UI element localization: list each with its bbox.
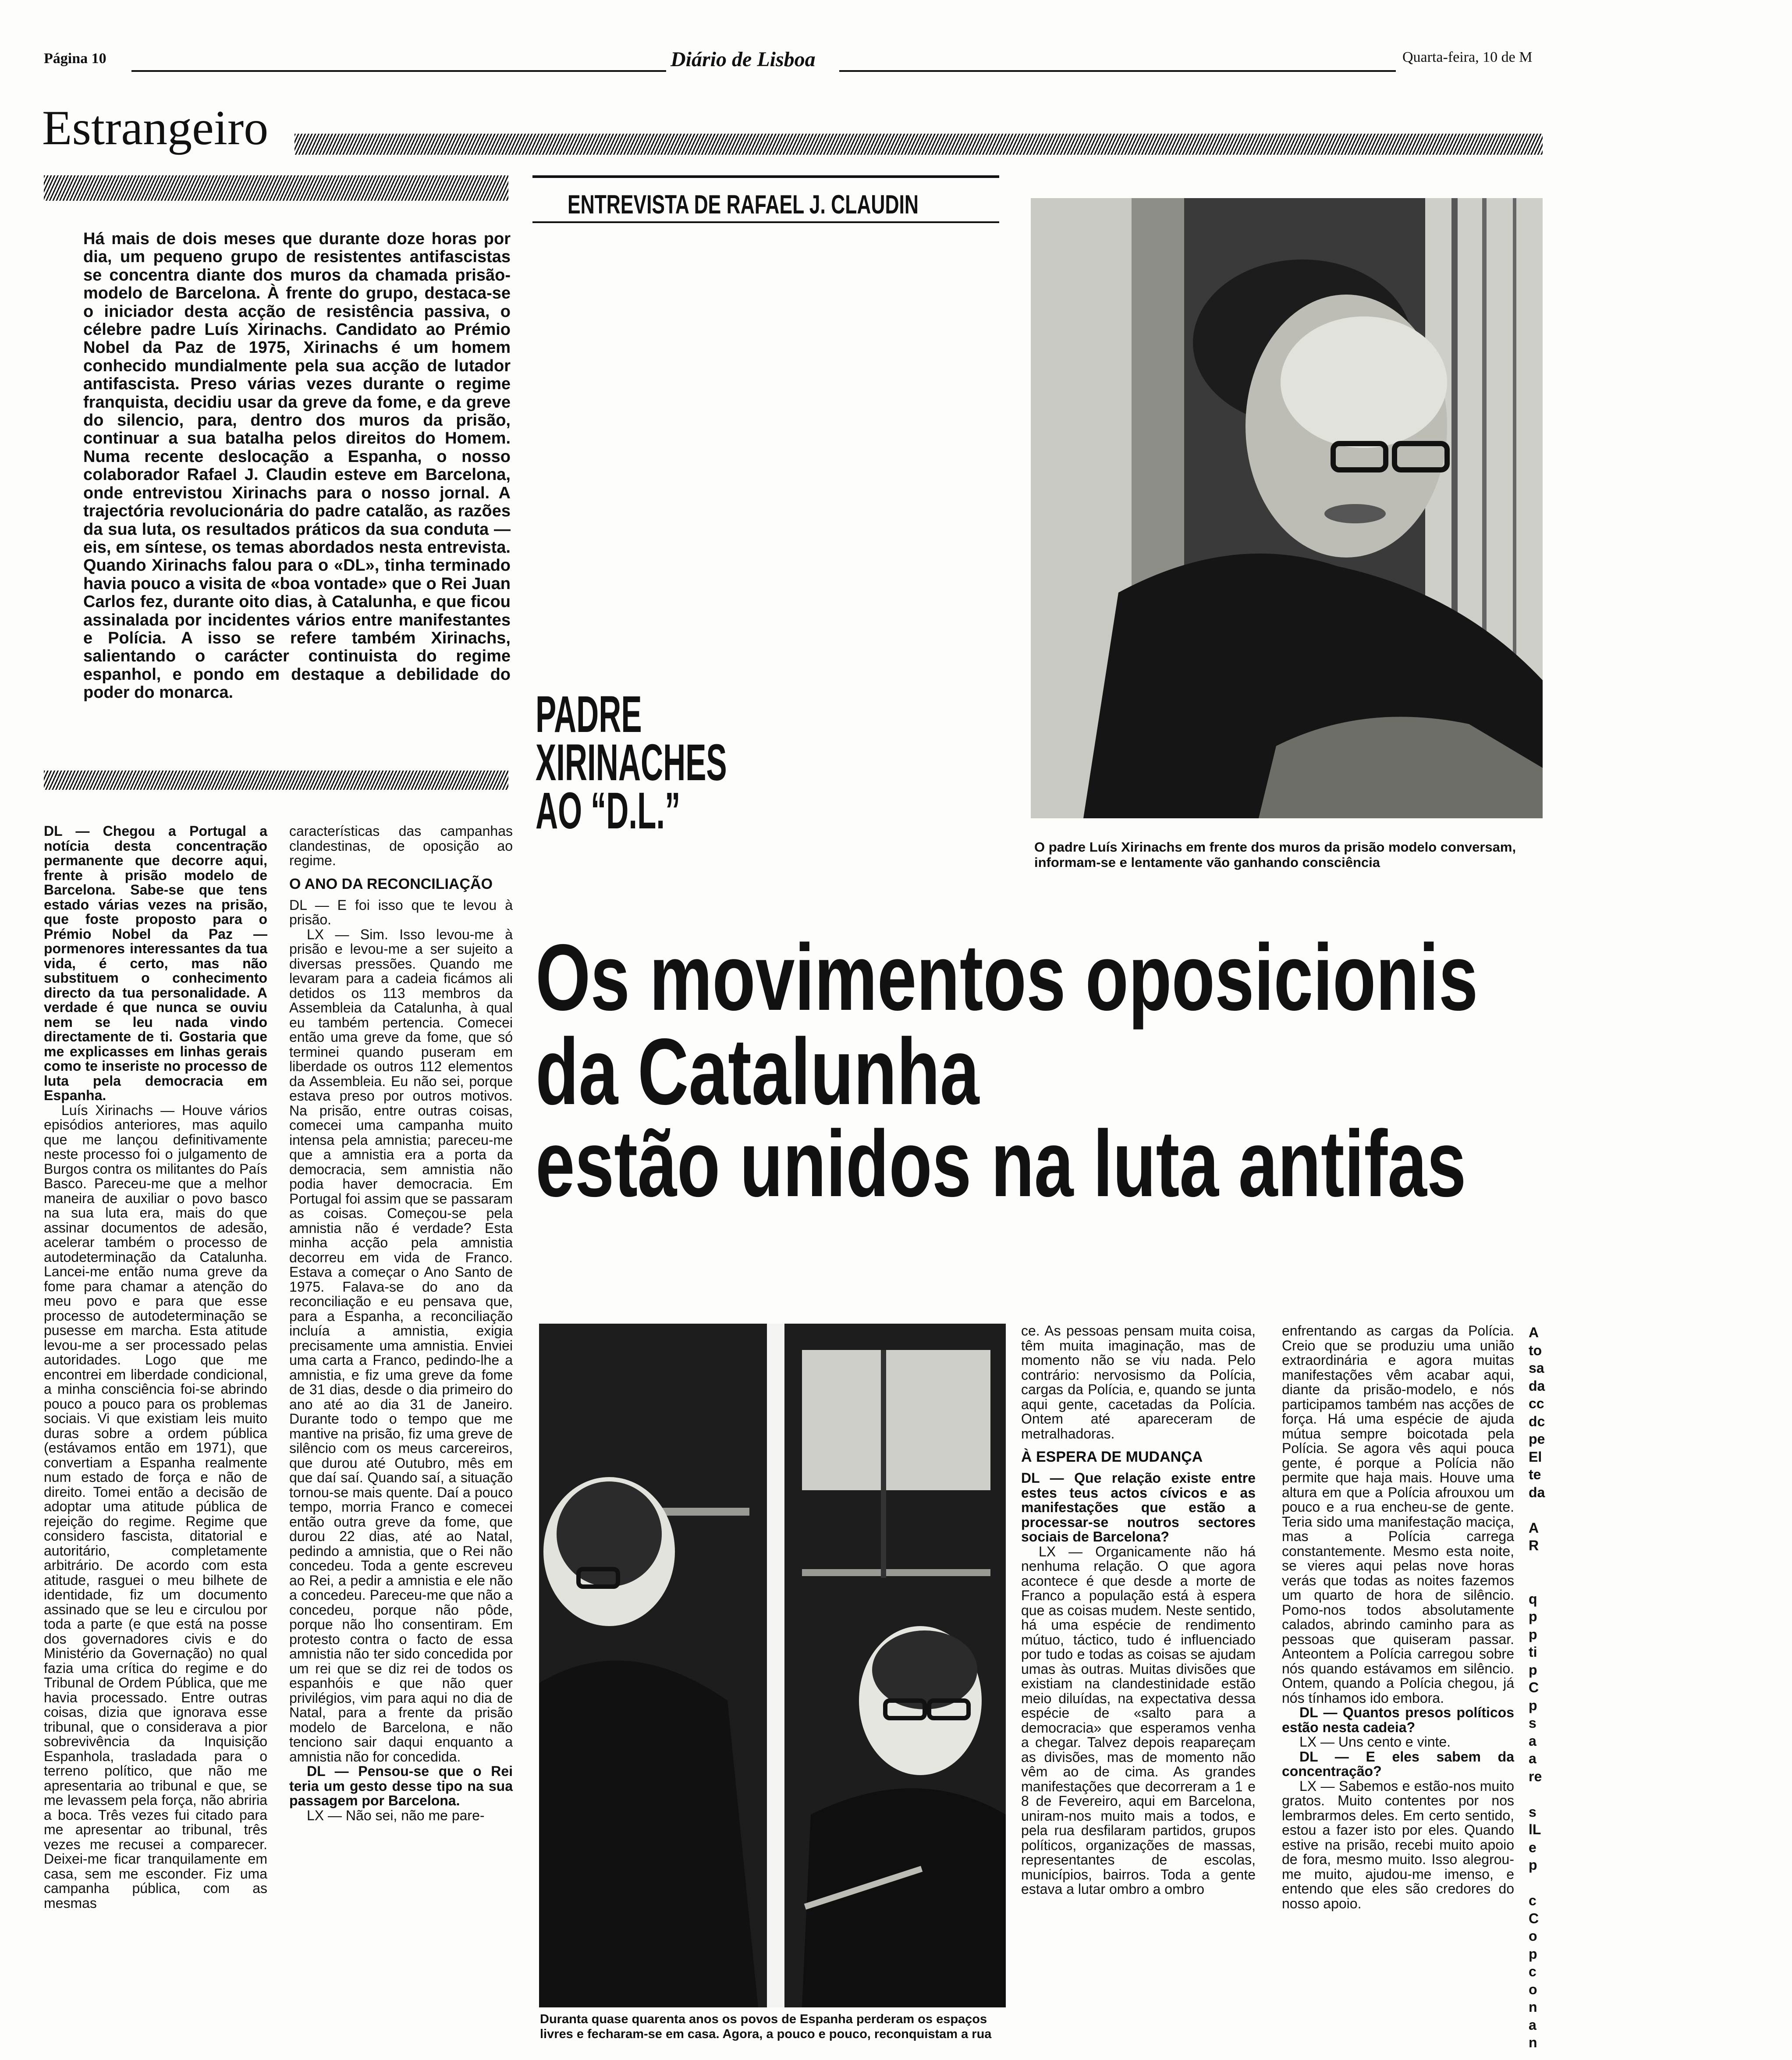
headline-line-2: da Catalunha [536, 1019, 979, 1124]
interview-answer: LX — Sim. Isso levou-me à prisão e levou-me a ser sujeito a diversas pressões. Quando me levaram para a cadeia ficámos ali detidos os 113 membros da Assembleia da Catalunha, à qual eu também pertencia. Comecei então uma greve da fome, que só terminei quando puseram em liberdade os outros 112 elementos da Assembleia. Eu não sei, porque estava preso por outros motivos. Na prisão, entre outras coisas, comecei uma campanha muito intensa pela amnistia; pareceu-me que a amnistia era a porta da democracia, sem amnistia não podia haver democracia. Em Portugal foi assim que se passaram as coisas. Começou-se pela amnistia não é verdade? Esta minha acção pela amnistia decorreu em vida de Franco. Estava a começar o Ano Santo de 1975. Falava-se do ano da reconciliação e eu pensava que, para a Espanha, a reconciliação incluía a amnistia, exigia precisamente uma amnistia. Enviei uma carta a Franco, pedindo-lhe a amnistia, e fiz uma greve da fome de 31 dias, desde o dia primeiro do ano até ao dia 31 de Janeiro. Durante todo o tempo que me mantive na prisão, fiz uma greve de silêncio com os meus carcereiros, que durou até Outubro, mês em que daí saí. Quando saí, a situação tornou-se mais quente. Daí a pouco tempo, morria Franco e comecei então outra greve da fome, que durou 22 dias, até ao Natal, pedindo a amnistia, que o Rei não concedeu. Toda a gente escreveu ao Rei, a pedir a amnistia e ele não a concedeu. Pareceu-me que não a concedeu, porque não pôde, porque não lho consentiram. Em protesto contra o facto de essa amnistia não ter sido concedida por um rei que se diz rei de todos os espanhóis e que não quer privilégios, vim para aqui no dia de Natal, para a frente da prisão modelo de Barcelona, e não tenciono sair daqui enquanto a amnistia não for concedida. [289, 926, 513, 1765]
interview-answer: ce. As pessoas pensam muita coisa, têm muita imaginação, mas de momento não se viu nada. Pelo contrário: nervosismo da Polícia, cargas da Polícia, e, quando se junta aqui gente, cacetadas da Polícia. Ontem até apareceram de metralhadoras. [1021, 1323, 1256, 1442]
article-column-5-fragment [1529, 1324, 1543, 2060]
cutoff-line-fragment: re [1529, 1768, 1542, 1784]
subhead: O ANO DA RECONCILIAÇÃO [289, 875, 493, 892]
photo-street-group [539, 1324, 1006, 2007]
interview-question: DL — Quantos presos políticos estão nesta cadeia? [1282, 1705, 1514, 1735]
kicker-line-1: PADRE [536, 685, 642, 743]
cutoff-line-fragment: s [1529, 1715, 1537, 1731]
cutoff-line-fragment: p [1529, 1609, 1537, 1624]
cutoff-line-fragment: ti [1529, 1644, 1537, 1660]
masthead-rule-right [839, 70, 1396, 72]
article-column-3 [1021, 1324, 1256, 2060]
kicker-line-2: XIRINACHES [536, 734, 727, 792]
kicker-line-3: AO “D.L.” [536, 782, 681, 840]
newspaper-name: Diário de Lisboa [671, 48, 816, 71]
cutoff-line-fragment: pe [1529, 1431, 1545, 1447]
cutoff-line-fragment: o [1529, 1928, 1537, 1944]
page-number: Página 10 [44, 50, 106, 67]
article-column-4 [1282, 1324, 1514, 2060]
byline-rule-bottom [532, 221, 999, 223]
photo-bottom-caption: Duranta quase quarenta anos os povos de Espanha perderam os espaços livres e fecharam-se em casa. Agora, a pouco e pouco, reconquistam a rua [540, 2012, 992, 2041]
cutoff-line-fragment: da [1529, 1484, 1545, 1500]
cutoff-line-fragment: n [1529, 1999, 1537, 2015]
photo-top-caption: O padre Luís Xirinachs em frente dos muros da prisão modelo conversam, informam-se e lentamente vão ganhando consciência [1034, 839, 1516, 870]
interview-question: DL — Pensou-se que o Rei teria um gesto desse tipo na sua passagem por Barcelona. [289, 1763, 513, 1808]
portrait-image [1031, 198, 1543, 818]
interview-answer: LX — Uns cento e vinte. [1299, 1734, 1451, 1750]
cutoff-line-fragment: n [1529, 2035, 1537, 2050]
cutoff-line-fragment [1529, 1572, 1543, 1590]
cutoff-line-fragment: sa [1529, 1360, 1544, 1376]
cutoff-line-fragment: a [1529, 1751, 1537, 1766]
cutoff-line-fragment [1529, 1555, 1543, 1573]
intro-text: Há mais de dois meses que durante doze horas por dia, um pequeno grupo de resistentes antifascistas se concentra diante dos muros da chamada prisão-modelo de Barcelona. À frente do grupo, destaca-se o iniciador desta acção de resistência passiva, o célebre padre Luís Xirinachs. Candidato ao Prémio Nobel da Paz de 1975, Xirinachs é um homem conhecido mundialmente pela sua acção de lutador antifascista. Preso várias vezes durante o regime franquista, decidiu usar da greve da fome, e da greve do silencio, para, dentro dos muros da prisão, continuar a sua batalha pelos direitos do Homem. Numa recente deslocação a Espanha, o nosso colaborador Rafael J. Claudin esteve em Barcelona, onde entrevistou Xirinachs para o nosso jornal. A trajectória revolucionária do padre catalão, as razões da sua luta, os resultados práticos da sua conduta — eis, em síntese, os temas abordados nesta entrevista. Quando Xirinachs falou para o «DL», tinha terminado havia pouco a visita de «boa vontade» que o Rei Juan Carlos fez, durante oito dias, à Catalunha, e que ficou assinalada por incidentes vários entre manifestantes e Polícia. A isso se refere também Xirinachs, salientando o carácter continuista do regime espanhol, e pondo em destaque a debilidade do poder do monarca. [83, 230, 511, 702]
cutoff-line-fragment: da [1529, 1378, 1545, 1394]
cutoff-line-fragment: a [1529, 2017, 1537, 2033]
cutoff-line-fragment: p [1529, 1946, 1537, 1962]
cutoff-line-fragment: s [1529, 1804, 1537, 1820]
intro-bottom-bar [44, 771, 508, 790]
interview-answer: DL — E foi isso que te levou à prisão. [289, 897, 513, 927]
interview-question: DL — E eles sabem da concentração? [1282, 1748, 1514, 1779]
section-title: Estrangeiro [42, 101, 269, 155]
kicker [536, 685, 803, 840]
cutoff-line-fragment: dc [1529, 1413, 1545, 1429]
byline [568, 189, 997, 219]
street-photo-image [539, 1324, 1006, 2007]
cutoff-line-fragment: te [1529, 1467, 1541, 1482]
interview-answer: LX — Organicamente não há nenhuma relação. O que agora acontece é que desde a morte de Franco a população está à espera que as coisas mudem. Neste sentido, há uma espécie de rendimento mútuo, táctico, tudo é influenciado por tudo e todas as coisas se ajudam umas às outras. Muitas divisões que existiam na clandestinidade estão meio diluídas, na expectativa dessa espécie de «salto para a democracia» que esperamos venha a chegar. Talvez depois reapareçam as divisões, mas de momento não vêm ao de cima. As grandes manifestações que decorreram a 1 e 8 de Fevereiro, aqui em Barcelona, uniram-nos muito mais a todos, e pela rua desfilaram partidos, grupos políticos, organizações de massas, representantes de escolas, municípios, bairros. Toda a gente estava a lutar ombro a ombro [1021, 1543, 1256, 1897]
interview-question: DL — Chegou a Portugal a notícia desta concentração permanente que decorre aqui, frente à prisão modelo de Barcelona. Sabe-se que tens estado várias vezes na prisão, que foste proposto para o Prémio Nobel da Paz — pormenores interessantes da tua vida, é certo, mas não substituem o conhecimento directo da tua personalidade. A verdade é que nunca se ouviu nem se leu nada vindo directamente de ti. Gostaria que me explicasses em linhas gerais como te inseriste no processo de luta pela democracia em Espanha. [44, 823, 267, 1103]
byline-text: ENTREVISTA DE RAFAEL J. CLAUDIN [568, 190, 919, 219]
cutoff-line-fragment: to [1529, 1342, 1542, 1358]
interview-answer: LX — Sabemos e estão-nos muito gratos. Muito contentes por nos lembrarmos deles. Em certo sentido, estou a fazer isto por eles. Quando estive na prisão, recebi muito apoio de fora, mesmo muito. Isso alegrou-me muito, ajudou-me imenso, e entendo que eles são credores do nosso apoio. [1282, 1778, 1514, 1911]
cutoff-line-fragment [1529, 1874, 1543, 1892]
cutoff-line-fragment: c [1529, 1964, 1537, 1979]
cutoff-line-fragment: R [1529, 1538, 1539, 1553]
cutoff-line-fragment [1529, 1501, 1543, 1519]
section-hatch-bar [295, 134, 1543, 155]
cutoff-line-fragment: C [1529, 1680, 1539, 1695]
interview-question: DL — Que relação existe entre estes teus actos cívicos e as manifestações que estão a processar-se noutros sectores sociais de Barcelona? [1021, 1470, 1256, 1545]
cutoff-line-fragment [1529, 1785, 1543, 1803]
headline [536, 924, 1543, 1216]
cutoff-line-fragment: p [1529, 1662, 1537, 1678]
cutoff-line-fragment: lL [1529, 1822, 1541, 1837]
cutoff-line-fragment: c [1529, 1893, 1537, 1908]
cutoff-line-fragment: p [1529, 1857, 1537, 1873]
cutoff-line-fragment: e [1529, 1839, 1537, 1855]
cutoff-line-fragment: q [1529, 1591, 1537, 1607]
headline-line-3: estão unidos na luta antifas [536, 1111, 1466, 1216]
masthead-rule-left [131, 70, 666, 72]
interview-answer: LX — Não sei, não me pare- [307, 1807, 485, 1823]
issue-date: Quarta-feira, 10 de M [1402, 49, 1533, 65]
cutoff-line-fragment: A [1529, 1325, 1539, 1340]
cutoff-line-fragment: a [1529, 1733, 1537, 1749]
byline-rule-top [532, 175, 999, 178]
cutoff-line-fragment: o [1529, 1981, 1537, 1997]
cutoff-line-fragment: p [1529, 1626, 1537, 1642]
article-column-1 [44, 824, 267, 2060]
cutoff-line-fragment: El [1529, 1449, 1542, 1465]
cutoff-line-fragment: C [1529, 1910, 1539, 1926]
cutoff-line-fragment: p [1529, 1697, 1537, 1713]
cutoff-line-fragment: cc [1529, 1396, 1544, 1411]
photo-xirinachs-portrait [1031, 198, 1543, 818]
cutoff-line-fragment: A [1529, 1520, 1539, 1536]
intro-top-bar [44, 175, 508, 201]
headline-line-1: Os movimentos oposicionis [536, 924, 1478, 1030]
article-column-2 [289, 824, 513, 2060]
interview-answer: Luís Xirinachs — Houve vários episódios anteriores, mas aquilo que me lançou definitivamente neste processo foi o julgamento de Burgos contra os militantes do País Basco. Pareceu-me que a melhor maneira de auxiliar o povo basco na sua luta era, mais do que assinar documentos de adesão, acelerar também o processo de autodeterminação da Catalunha. Lancei-me então numa greve da fome para chamar a atenção do meu povo e para que esse processo de autodeterminação se pusesse em marcha. Esta atitude levou-me a ser processado pelas autoridades. Logo que me encontrei em liberdade condicional, a minha consciência foi-se abrindo pouco a pouco para os problemas sociais. Vi que existiam leis muito duras sobre a ordem pública (estávamos então em 1971), que convertiam a Espanha realmente num estado de força e não de direito. Tomei então a decisão de adoptar uma atitude pública de rejeição do regime. Regime que considero fascista, ditatorial e autoritário, completamente arbitrário. De acordo com esta atitude, rasguei o meu bilhete de identidade, fiz um documento assinado que se leu e circulou por toda a parte (e que está na posse dos governadores civis e do Ministério da Governação) no qual fazia uma crítica do regime e do Tribunal de Ordem Pública, que me havia processado. Entre outras coisas, dizia que ignorava esse tribunal, que o considerava a pior sobrevivência da Inquisição Espanhola, trasladada para o terreno político, que não me apresentaria ao tribunal e que, se me levassem pela força, não abriria a boca. Três vezes fui citado para me apresentar ao tribunal, três vezes me recusei a comparecer. Deixei-me ficar tranquilamente em casa, sem me esconder. Fiz uma campanha pública, com as mesmas [44, 1102, 267, 1911]
subhead: À ESPERA DE MUDANÇA [1021, 1449, 1203, 1465]
interview-answer: características das campanhas clandestinas, de oposição ao regime. [289, 823, 513, 868]
interview-answer: enfrentando as cargas da Polícia. Creio que se produziu uma união extraordinária e agora muitas manifestações vêm acabar aqui, diante da prisão-modelo, e nós participamos também nas acções de força. Há uma espécie de ajuda mútua sempre boicotada pela Polícia. Se agora vês aqui pouca gente, é porque a Polícia não permite que haja mais. Houve uma altura em que a Polícia afrouxou um pouco e a rua encheu-se de gente. Teria sido uma manifestação maciça, mas a Polícia carrega constantemente. Mesmo esta noite, se vieres aqui pelas nove horas verás que todas as noites fazemos um quarto de hora de silêncio. Pomo-nos todos absolutamente calados, abrindo caminho para as pessoas que quiseram passar. Anteontem a Polícia carregou sobre nós quando estávamos em silêncio. Ontem, quando a Polícia chegou, já nós tínhamos ido embora. [1282, 1323, 1514, 1706]
